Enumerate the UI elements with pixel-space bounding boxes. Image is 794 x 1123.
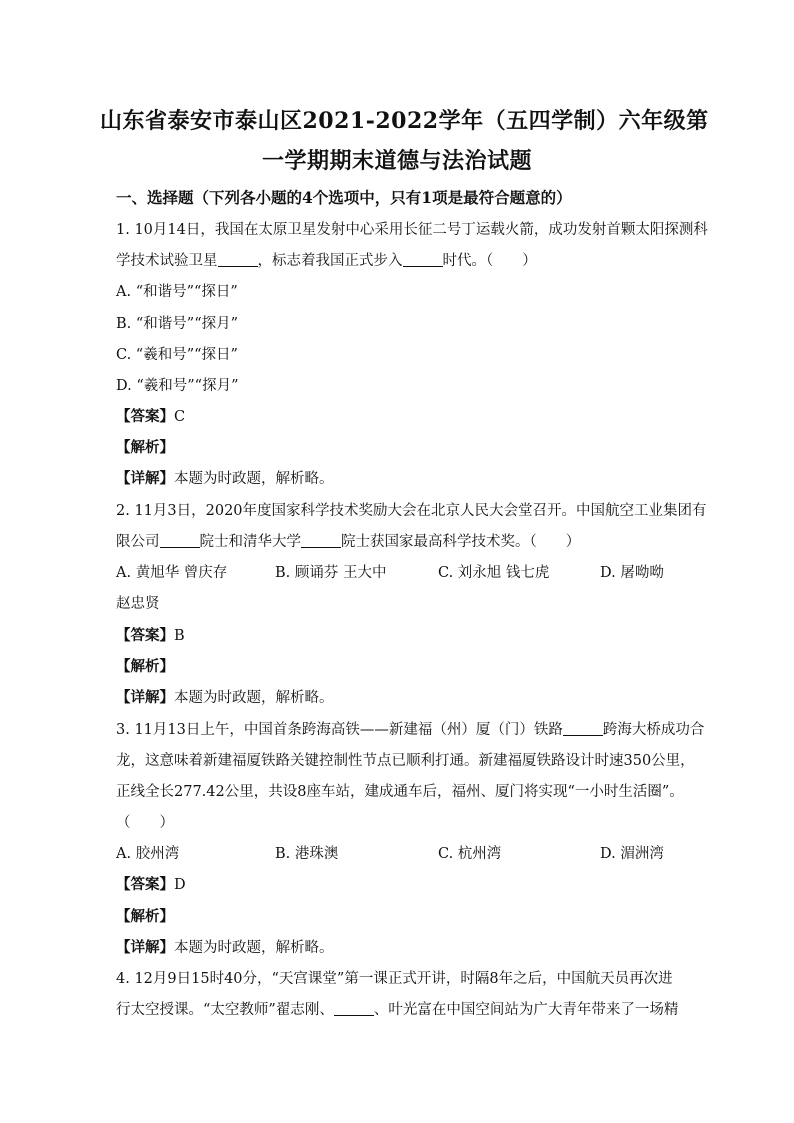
q2-option-d: D. 屠呦呦 [600, 565, 664, 581]
q3-stem-line-2: 龙，这意味着新建福厦铁路关键控制性节点已顺利打通。新建福厦铁路设计时速350公里， [116, 753, 695, 769]
q1-detail: 【详解】本题为时政题，解析略。 [116, 470, 334, 487]
blank [218, 252, 258, 268]
q2-answer: 【答案】B [116, 627, 185, 644]
q1-answer: 【答案】C [116, 408, 186, 425]
q1-option-c: C. “羲和号”“探日” [116, 347, 238, 363]
document-title-line-1: 山东省泰安市泰山区2021-2022学年（五四学制）六年级第 [100, 108, 709, 134]
blank [334, 1001, 374, 1017]
blank [160, 533, 200, 549]
q3-option-b: B. 港珠澳 [275, 846, 339, 862]
blank [403, 252, 443, 268]
q3-analysis-label: 【解析】 [116, 908, 174, 925]
q2-option-b: B. 顾诵芬 王大中 [275, 565, 387, 581]
q3-stem-line-1: 3. 11月13日上午，中国首条跨海高铁——新建福（州）厦（门）铁路 跨海大桥成功合 [116, 722, 705, 738]
q1-stem-line-1: 1. 10月14日，我国在太原卫星发射中心采用长征二号丁运载火箭，成功发射首颗太阳探测科 [116, 222, 708, 238]
q3-option-c: C. 杭州湾 [438, 846, 502, 862]
q1-analysis-label: 【解析】 [116, 439, 174, 456]
q1-option-b: B. “和谐号”“探月” [116, 316, 239, 332]
q3-stem-line-4: （ ） [116, 815, 174, 831]
q3-answer: 【答案】D [116, 876, 186, 893]
q3-option-d: D. 湄洲湾 [600, 846, 664, 862]
q2-stem-line-1: 2. 11月3日，2020年度国家科学技术奖励大会在北京人民大会堂召开。中国航空工业集团有 [116, 503, 707, 519]
q2-stem-line-2: 限公司 院士和清华大学 院士获国家最高科学技术奖。（ ） [116, 534, 581, 550]
q2-option-d-continued: 赵忠贤 [116, 596, 160, 612]
q4-stem-line-2: 行太空授课。“太空教师”翟志刚、 、叶光富在中国空间站为广大青年带来了一场精 [116, 1002, 679, 1018]
blank [301, 533, 341, 549]
q2-option-c: C. 刘永旭 钱七虎 [438, 565, 550, 581]
blank [563, 721, 603, 737]
q2-detail: 【详解】本题为时政题，解析略。 [116, 689, 334, 706]
q4-stem-line-1: 4. 12月9日15时40分，“天宫课堂”第一课正式开讲，时隔8年之后，中国航天员再次进 [116, 971, 673, 987]
q1-option-d: D. “羲和号”“探月” [116, 378, 239, 394]
q3-detail: 【详解】本题为时政题，解析略。 [116, 939, 334, 956]
q3-stem-line-3: 正线全长277.42公里，共设8座车站，建成通车后，福州、厦门将实现“一小时生活圈”。 [116, 784, 684, 800]
document-title-line-2: 一学期期末道德与法治试题 [261, 148, 532, 174]
q3-option-a: A. 胶州湾 [116, 846, 180, 862]
q2-option-a: A. 黄旭华 曾庆存 [116, 565, 228, 581]
section-heading: 一、选择题（下列各小题的4个选项中，只有1项是最符合题意的） [116, 188, 572, 207]
q2-analysis-label: 【解析】 [116, 658, 174, 675]
q1-stem-line-2: 学技术试验卫星 ，标志着我国正式步入 时代。（ ） [116, 253, 537, 269]
q1-option-a: A. “和谐号”“探日” [116, 284, 238, 300]
